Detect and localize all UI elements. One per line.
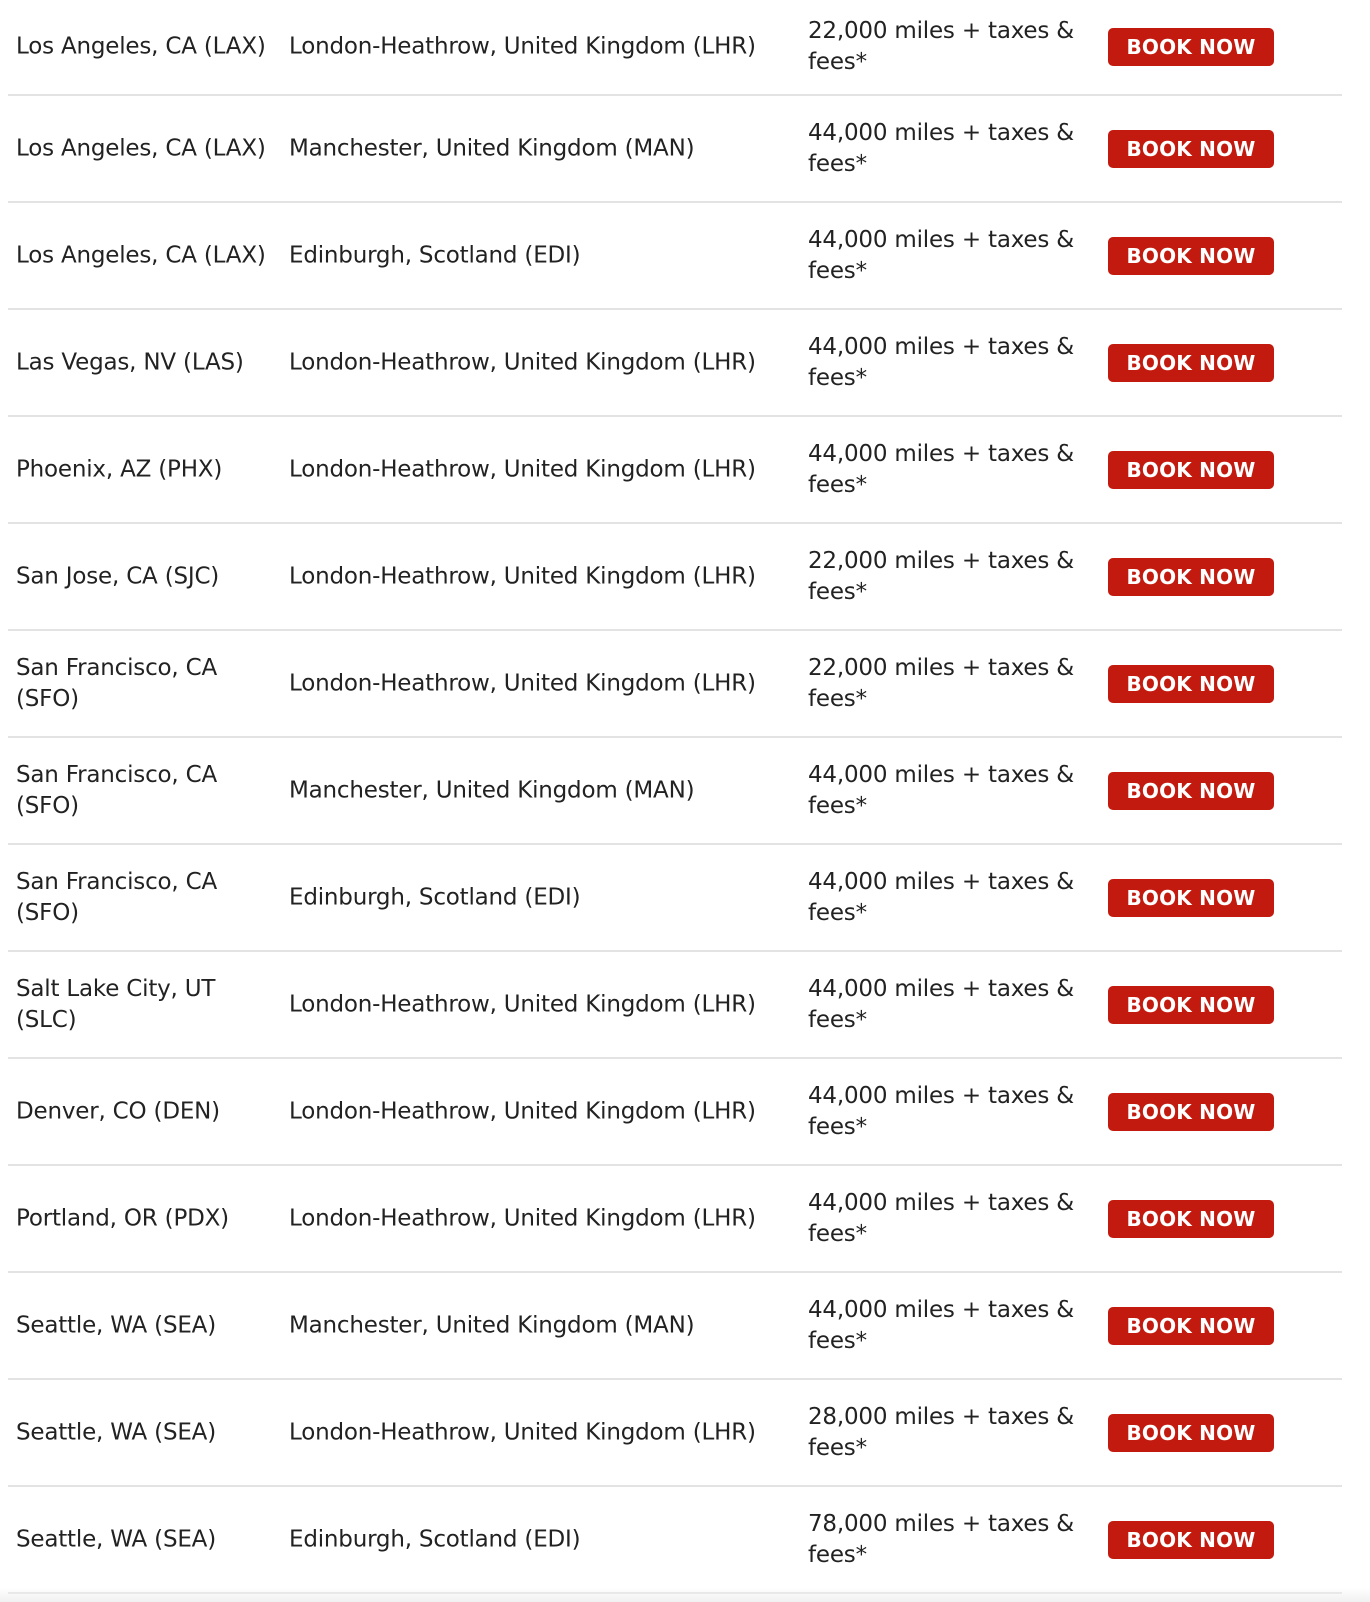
destination-city: Manchester, United Kingdom (MAN) xyxy=(289,777,695,803)
miles-price: 22,000 miles + taxes & fees* xyxy=(808,18,1074,75)
fare-row xyxy=(8,1273,1342,1380)
miles-price: 22,000 miles + taxes & fees* xyxy=(808,547,1074,605)
book-now-button[interactable]: BOOK NOW xyxy=(1108,879,1274,917)
origin-city: Los Angeles, CA (LAX) xyxy=(16,33,266,60)
fare-row xyxy=(8,0,1342,96)
miles-price: 44,000 miles + taxes & fees* xyxy=(808,1082,1074,1140)
destination-city: London-Heathrow, United Kingdom (LHR) xyxy=(289,1098,756,1124)
destination-city: London-Heathrow, United Kingdom (LHR) xyxy=(289,563,756,589)
book-now-button[interactable]: BOOK NOW xyxy=(1108,1414,1274,1452)
origin-city: Salt Lake City, UT (SLC) xyxy=(16,975,216,1033)
miles-price: 44,000 miles + taxes & fees* xyxy=(808,1296,1074,1354)
destination-city: Edinburgh, Scotland (EDI) xyxy=(289,1526,581,1552)
book-now-button[interactable]: BOOK NOW xyxy=(1108,451,1274,489)
destination-city: London-Heathrow, United Kingdom (LHR) xyxy=(289,33,756,60)
origin-city: Seattle, WA (SEA) xyxy=(16,1526,216,1552)
fare-row xyxy=(8,524,1342,631)
miles-price: 44,000 miles + taxes & fees* xyxy=(808,333,1074,391)
book-now-button[interactable]: BOOK NOW xyxy=(1108,237,1274,275)
fare-row xyxy=(8,845,1342,952)
bottom-scroll-fade xyxy=(0,1588,1370,1602)
origin-city: Los Angeles, CA (LAX) xyxy=(16,242,266,268)
fare-row xyxy=(8,417,1342,524)
miles-price: 78,000 miles + taxes & fees* xyxy=(808,1510,1074,1568)
book-now-button[interactable]: BOOK NOW xyxy=(1108,1200,1274,1238)
fare-row xyxy=(8,96,1342,203)
origin-city: Portland, OR (PDX) xyxy=(16,1205,229,1231)
fare-row xyxy=(8,310,1342,417)
book-now-button[interactable]: BOOK NOW xyxy=(1108,665,1274,703)
origin-city: Phoenix, AZ (PHX) xyxy=(16,456,223,482)
destination-city: Manchester, United Kingdom (MAN) xyxy=(289,1312,695,1338)
book-now-button[interactable]: BOOK NOW xyxy=(1108,986,1274,1024)
destination-city: Edinburgh, Scotland (EDI) xyxy=(289,242,581,268)
miles-price: 28,000 miles + taxes & fees* xyxy=(808,1403,1074,1461)
book-now-button[interactable]: BOOK NOW xyxy=(1108,344,1274,382)
fare-row xyxy=(8,1487,1342,1594)
miles-price: 44,000 miles + taxes & fees* xyxy=(808,226,1074,284)
destination-city: London-Heathrow, United Kingdom (LHR) xyxy=(289,1419,756,1445)
miles-price: 44,000 miles + taxes & fees* xyxy=(808,1189,1074,1247)
book-now-button[interactable]: BOOK NOW xyxy=(1108,1521,1274,1559)
miles-price: 22,000 miles + taxes & fees* xyxy=(808,654,1074,712)
book-now-button[interactable]: BOOK NOW xyxy=(1108,772,1274,810)
origin-city: Los Angeles, CA (LAX) xyxy=(16,135,266,161)
fare-row xyxy=(8,1380,1342,1487)
book-now-button[interactable]: BOOK NOW xyxy=(1108,1093,1274,1131)
fare-row xyxy=(8,952,1342,1059)
book-now-button[interactable]: BOOK NOW xyxy=(1108,1307,1274,1345)
origin-city: San Francisco, CA (SFO) xyxy=(16,868,218,926)
fare-row xyxy=(8,203,1342,310)
origin-city: Las Vegas, NV (LAS) xyxy=(16,349,244,375)
destination-city: London-Heathrow, United Kingdom (LHR) xyxy=(289,1205,756,1231)
book-now-button[interactable]: BOOK NOW xyxy=(1108,558,1274,596)
destination-city: London-Heathrow, United Kingdom (LHR) xyxy=(289,991,756,1017)
miles-price: 44,000 miles + taxes & fees* xyxy=(808,761,1074,819)
book-now-button[interactable]: BOOK NOW xyxy=(1108,28,1274,66)
miles-price: 44,000 miles + taxes & fees* xyxy=(808,975,1074,1033)
fares-table xyxy=(8,0,1342,1594)
destination-city: Edinburgh, Scotland (EDI) xyxy=(289,884,581,910)
origin-city: San Jose, CA (SJC) xyxy=(16,563,220,589)
origin-city: Denver, CO (DEN) xyxy=(16,1098,220,1124)
book-now-button[interactable]: BOOK NOW xyxy=(1108,130,1274,168)
miles-price: 44,000 miles + taxes & fees* xyxy=(808,440,1074,498)
origin-city: Seattle, WA (SEA) xyxy=(16,1419,216,1445)
destination-city: London-Heathrow, United Kingdom (LHR) xyxy=(289,670,756,696)
origin-city: San Francisco, CA (SFO) xyxy=(16,761,218,819)
fare-row xyxy=(8,631,1342,738)
miles-price: 44,000 miles + taxes & fees* xyxy=(808,119,1074,177)
fare-row xyxy=(8,1059,1342,1166)
destination-city: London-Heathrow, United Kingdom (LHR) xyxy=(289,349,756,375)
destination-city: London-Heathrow, United Kingdom (LHR) xyxy=(289,456,756,482)
fare-row xyxy=(8,1166,1342,1273)
miles-price: 44,000 miles + taxes & fees* xyxy=(808,868,1074,926)
origin-city: San Francisco, CA (SFO) xyxy=(16,654,218,712)
fare-row xyxy=(8,738,1342,845)
destination-city: Manchester, United Kingdom (MAN) xyxy=(289,135,695,161)
origin-city: Seattle, WA (SEA) xyxy=(16,1312,216,1338)
